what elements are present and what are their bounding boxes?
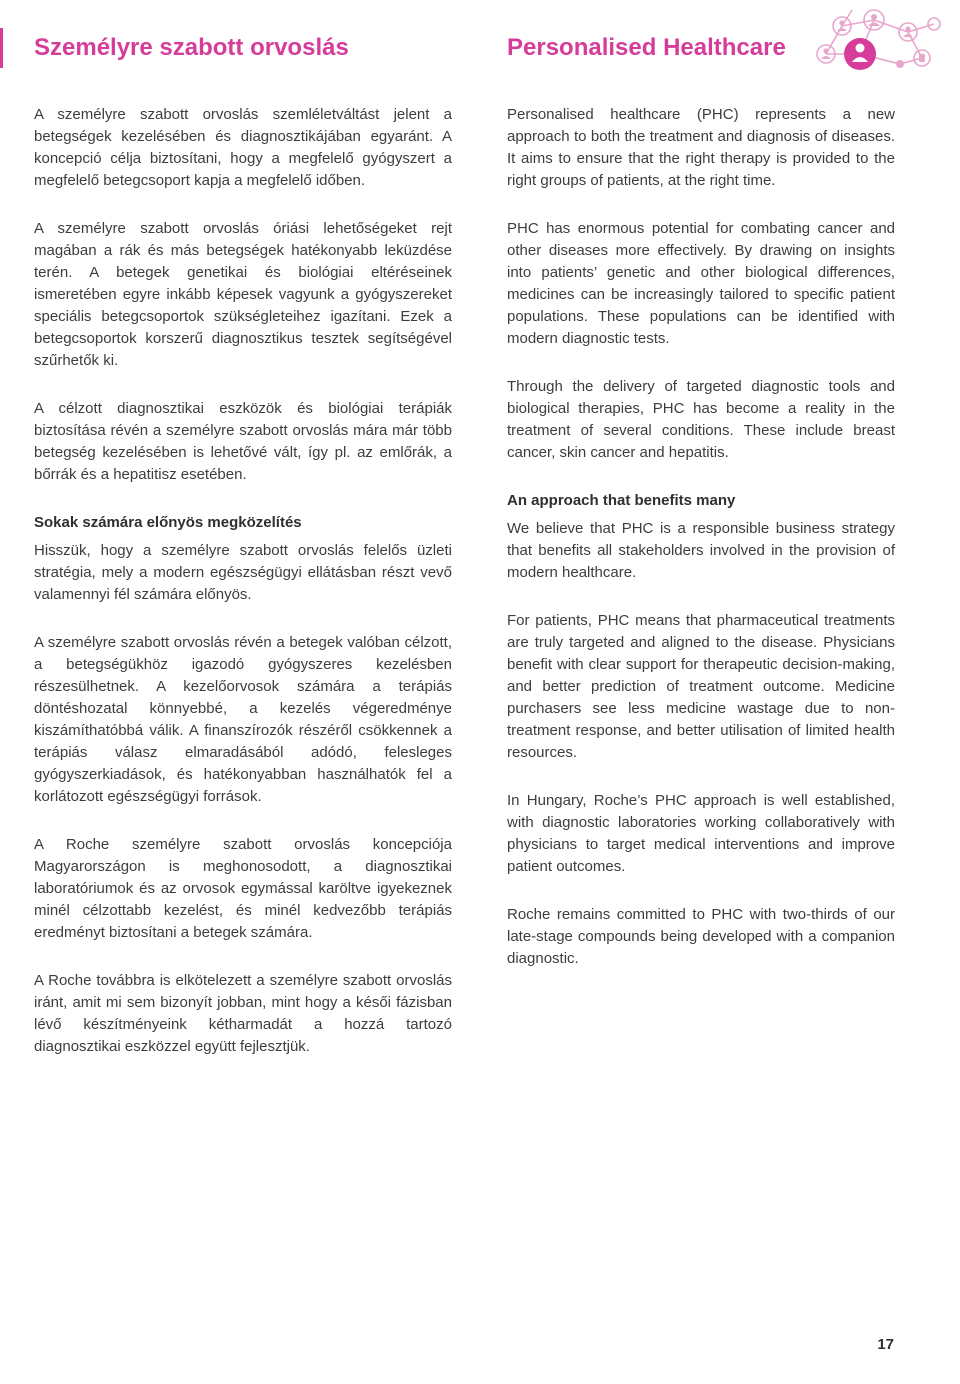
- english-column: [507, 104, 895, 996]
- en-paragraph-5: For patients, PHC means that pharmaceutical treatments are truly targeted and aligned to the disease. Physicians benefit with clear support for therapeutic decision-making, and better prediction of treatment outcome. Medicine purchasers see less medicine wastage due to non-treatment response, and better utilisation of limited health resources.: [507, 612, 895, 761]
- page-number: 17: [877, 1336, 894, 1353]
- en-section-heading: An approach that benefits many: [507, 492, 736, 509]
- en-paragraph-4: We believe that PHC is a responsible business strategy that benefits all stakeholders involved in the provision of modern healthcare.: [507, 520, 895, 581]
- hu-paragraph-6: A Roche személyre szabott orvoslás koncepciója Magyarországon is meghonosodott, a diagnosztikai laboratóriumok és az orvosok egymással karöltve igyekeznek minél célzottabb kezelést, és minél kedvezőbb terápiás eredményt biztosítani a betegek számára.: [34, 836, 452, 941]
- en-paragraph-7: Roche remains committed to PHC with two-thirds of our late-stage compounds being developed with a companion diagnostic.: [507, 906, 895, 967]
- en-paragraph-6: In Hungary, Roche’s PHC approach is well established, with diagnostic laboratories working collaboratively with physicians to target medical interventions and improve patient outcomes.: [507, 792, 895, 875]
- accent-bar: [0, 28, 3, 68]
- hu-paragraph-1: A személyre szabott orvoslás szemléletváltást jelent a betegségek kezelésében és diagnosztikájában egyaránt. A koncepció célja biztosítani, hogy a megfelelő gyógyszert a megfelelő betegcsoport kapja a megfelelő időben.: [34, 106, 452, 189]
- en-paragraph-2: PHC has enormous potential for combating cancer and other diseases more effectively. By drawing on insights into patients’ genetic and other biological differences, medicines can be increasingly tailored to specific patient populations. These populations can be identified with modern diagnostic tests.: [507, 220, 895, 347]
- healthcare-network-icon: [812, 2, 952, 78]
- hu-paragraph-2: A személyre szabott orvoslás óriási lehetőségeket rejt magában a rák és más betegségek hatékonyabb leküzdése terén. A betegek genetikai és biológiai eltéréseinek ismeretében egyre inkább képesek vagyunk a gyógyszereket speciális betegcsoportok szükségleteihez igazítani. Ezek a betegcsoportok korszerű diagnosztikus tesztek segítségével szűrhetők ki.: [34, 220, 452, 369]
- page-title-hu: Személyre szabott orvoslás: [34, 34, 349, 61]
- hu-paragraph-4: Hisszük, hogy a személyre szabott orvoslás felelős üzleti stratégia, mely a modern egészségügyi ellátásban részt vevő valamennyi fél számára előnyös.: [34, 542, 452, 603]
- hu-paragraph-5: A személyre szabott orvoslás révén a betegek valóban célzott, a betegségükhöz igazodó gyógyszeres kezelésben részesülhetnek. A kezelőorvosok számára a terápiás döntéshozatal könnyebbé, a kezelés végeredménye kiszámíthatóbbá válik. A finanszírozók részéről csökkennek a terápiás válasz elmaradásából adódó, felesleges gyógyszerkiadások, és hatékonyabban használhatók fel a korlátozott egészségügyi források.: [34, 634, 452, 805]
- en-paragraph-1: Personalised healthcare (PHC) represents a new approach to both the treatment and diagnosis of diseases. It aims to ensure that the right therapy is provided to the right groups of patients, at the right time.: [507, 106, 895, 189]
- en-paragraph-3: Through the delivery of targeted diagnostic tools and biological therapies, PHC has become a reality in the treatment of several conditions. These include breast cancer, skin cancer and hepatitis.: [507, 378, 895, 461]
- hu-paragraph-3: A célzott diagnosztikai eszközök és biológiai terápiák biztosítása révén a személyre szabott orvoslás mára már több betegség kezelésében is lehetővé vált, így pl. az emlőrák, a bőrrák és a hepatitisz esetében.: [34, 400, 452, 483]
- page-title-en: Personalised Healthcare: [507, 34, 786, 61]
- hu-paragraph-7: A Roche továbbra is elkötelezett a személyre szabott orvoslás iránt, amit mi sem bizonyít jobban, mint hogy a késői fázisban lévő készítményeink kétharmadát a hozzá tartozó diagnosztikai eszközzel együtt fejlesztjük.: [34, 972, 452, 1055]
- hungarian-column: [34, 104, 452, 1084]
- hu-section-heading: Sokak számára előnyös megközelítés: [34, 514, 302, 531]
